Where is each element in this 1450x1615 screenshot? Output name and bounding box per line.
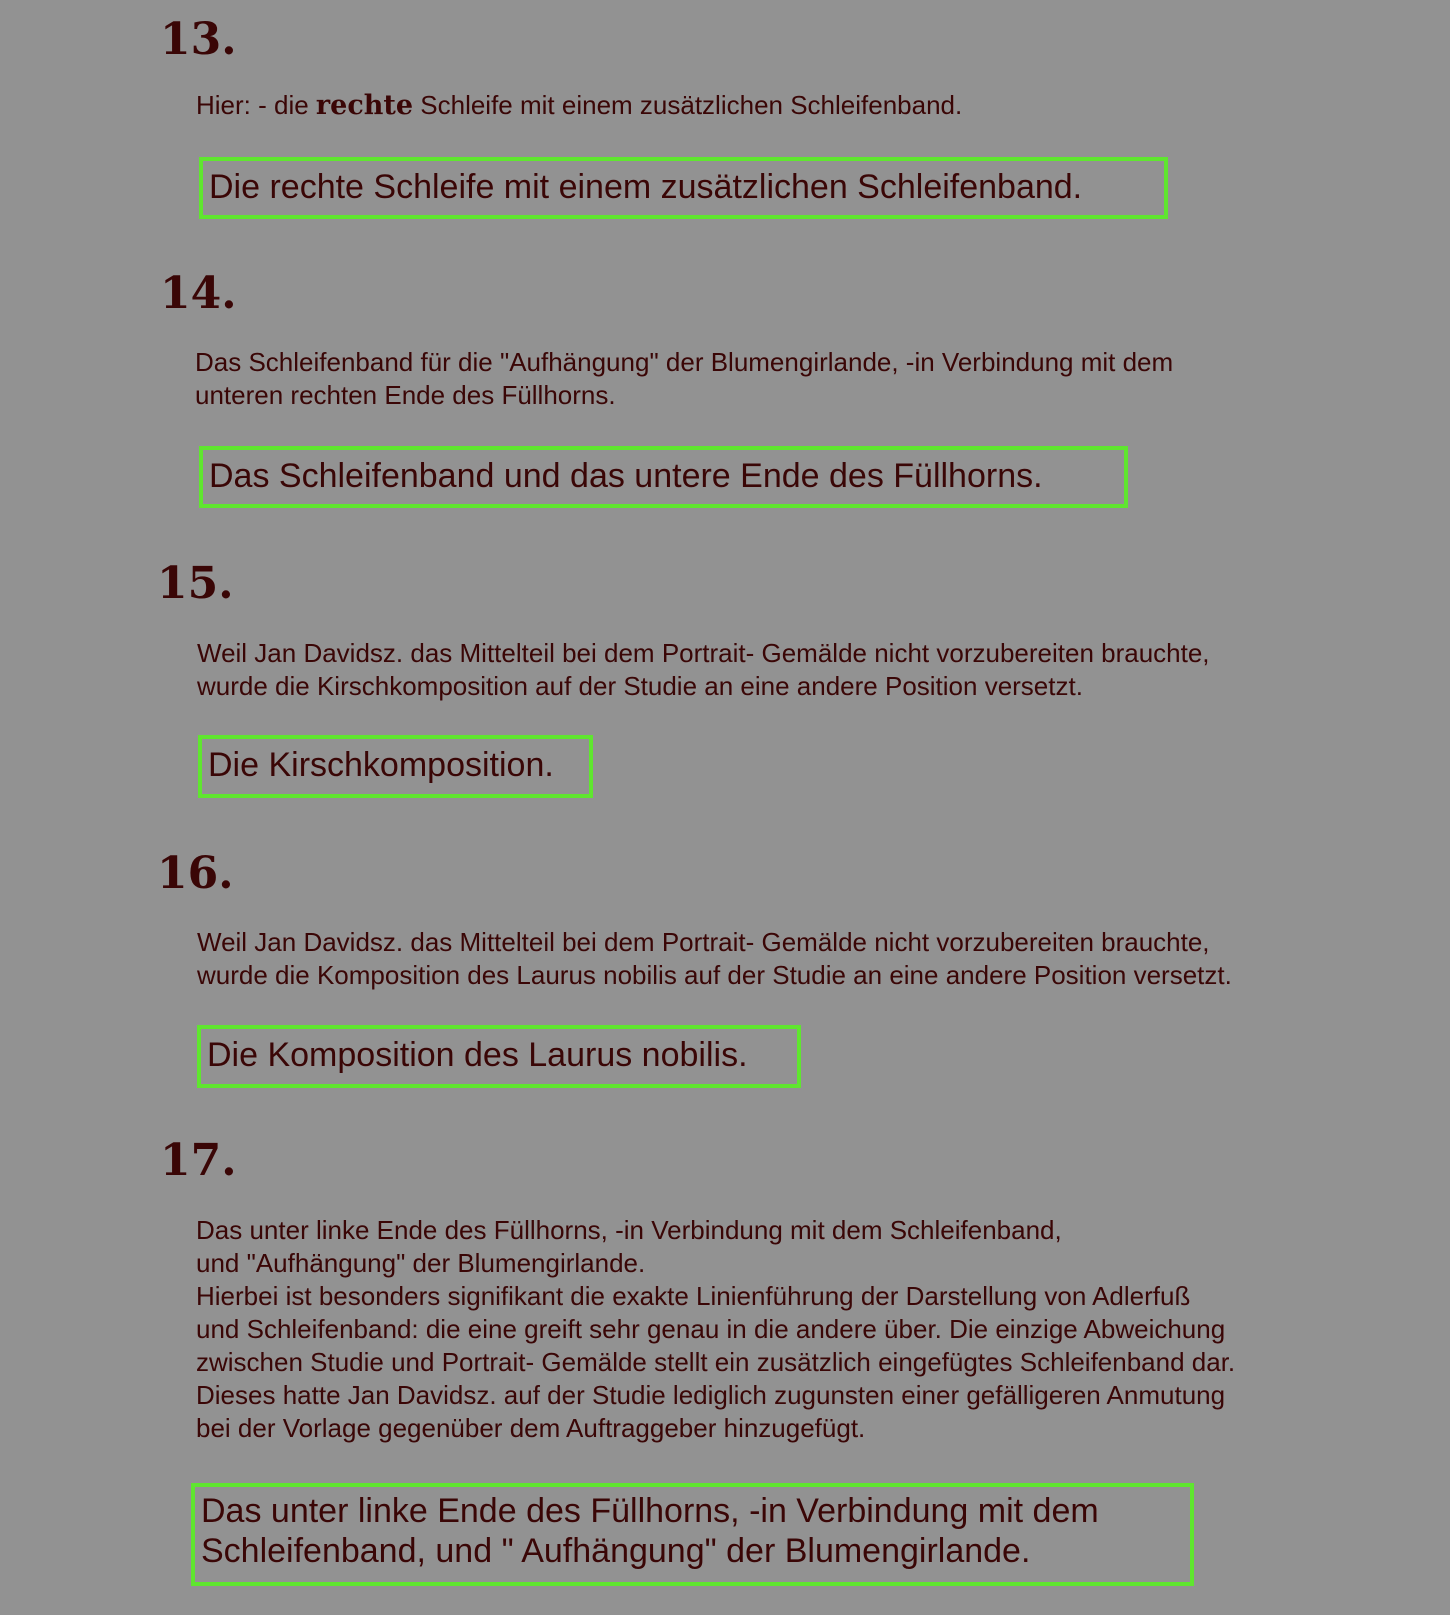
highlight-box: [197, 1025, 801, 1088]
paragraph-line: wurde die Komposition des Laurus nobilis auf der Studie an eine andere Position versetzt.: [197, 960, 1232, 990]
paragraph-prefix: Hier: - die: [196, 90, 316, 120]
section-number: 14.: [160, 268, 237, 319]
highlight-text: Die Kirschkomposition.: [208, 746, 554, 784]
paragraph-line: zwischen Studie und Portrait- Gemälde stellt ein zusätzlich eingefügtes Schleifenband dar.: [196, 1347, 1236, 1377]
highlight-text-line: Das unter linke Ende des Füllhorns, -in Verbindung mit dem: [201, 1492, 1099, 1530]
paragraph-line: Weil Jan Davidsz. das Mittelteil bei dem Portrait- Gemälde nicht vorzubereiten brauchte,: [197, 638, 1210, 668]
highlight-box: [199, 157, 1168, 219]
section-paragraph: [197, 637, 1210, 703]
paragraph-line: Dieses hatte Jan Davidsz. auf der Studie lediglich zugunsten einer gefälligeren Anmutung: [196, 1380, 1226, 1410]
paragraph-line: Das unter linke Ende des Füllhorns, -in Verbindung mit dem Schleifenband,: [196, 1215, 1062, 1245]
section-paragraph: [196, 89, 962, 122]
section-paragraph: [195, 346, 1173, 412]
paragraph-line: bei der Vorlage gegenüber dem Auftraggeber hinzugefügt.: [196, 1413, 866, 1443]
highlight-box: [191, 1483, 1194, 1586]
paragraph-suffix: Schleife mit einem zusätzlichen Schleifenband.: [413, 90, 963, 120]
paragraph-line: Hierbei ist besonders signifikant die exakte Linienführung der Darstellung von Adlerfuß: [196, 1281, 1191, 1311]
highlight-text: Die Komposition des Laurus nobilis.: [207, 1036, 748, 1074]
section-number: 13.: [160, 14, 237, 65]
section-number: 15.: [157, 558, 234, 609]
highlight-text: Das Schleifenband und das untere Ende des Füllhorns.: [209, 457, 1043, 495]
highlight-text-line: Schleifenband, und " Aufhängung" der Blumengirlande.: [201, 1532, 1031, 1570]
section-paragraph: [197, 926, 1232, 992]
paragraph-line: unteren rechten Ende des Füllhorns.: [195, 380, 616, 410]
paragraph-line: und "Aufhängung" der Blumengirlande.: [196, 1248, 646, 1278]
section-number: 16.: [157, 848, 234, 899]
paragraph-line: und Schleifenband: die eine greift sehr genau in die andere über. Die einzige Abweichung: [196, 1314, 1226, 1344]
section-number: 17.: [160, 1135, 237, 1186]
highlight-text: Die rechte Schleife mit einem zusätzlichen Schleifenband.: [209, 168, 1083, 206]
paragraph-bold-word: rechte: [315, 90, 414, 121]
paragraph-line: Das Schleifenband für die "Aufhängung" der Blumengirlande, -in Verbindung mit dem: [195, 347, 1174, 377]
highlight-box: [198, 735, 593, 798]
highlight-box: [199, 446, 1128, 508]
paragraph-line: wurde die Kirschkomposition auf der Studie an eine andere Position versetzt.: [197, 671, 1083, 701]
paragraph-line: Weil Jan Davidsz. das Mittelteil bei dem Portrait- Gemälde nicht vorzubereiten brauchte,: [197, 927, 1210, 957]
section-paragraph: [196, 1214, 1235, 1445]
